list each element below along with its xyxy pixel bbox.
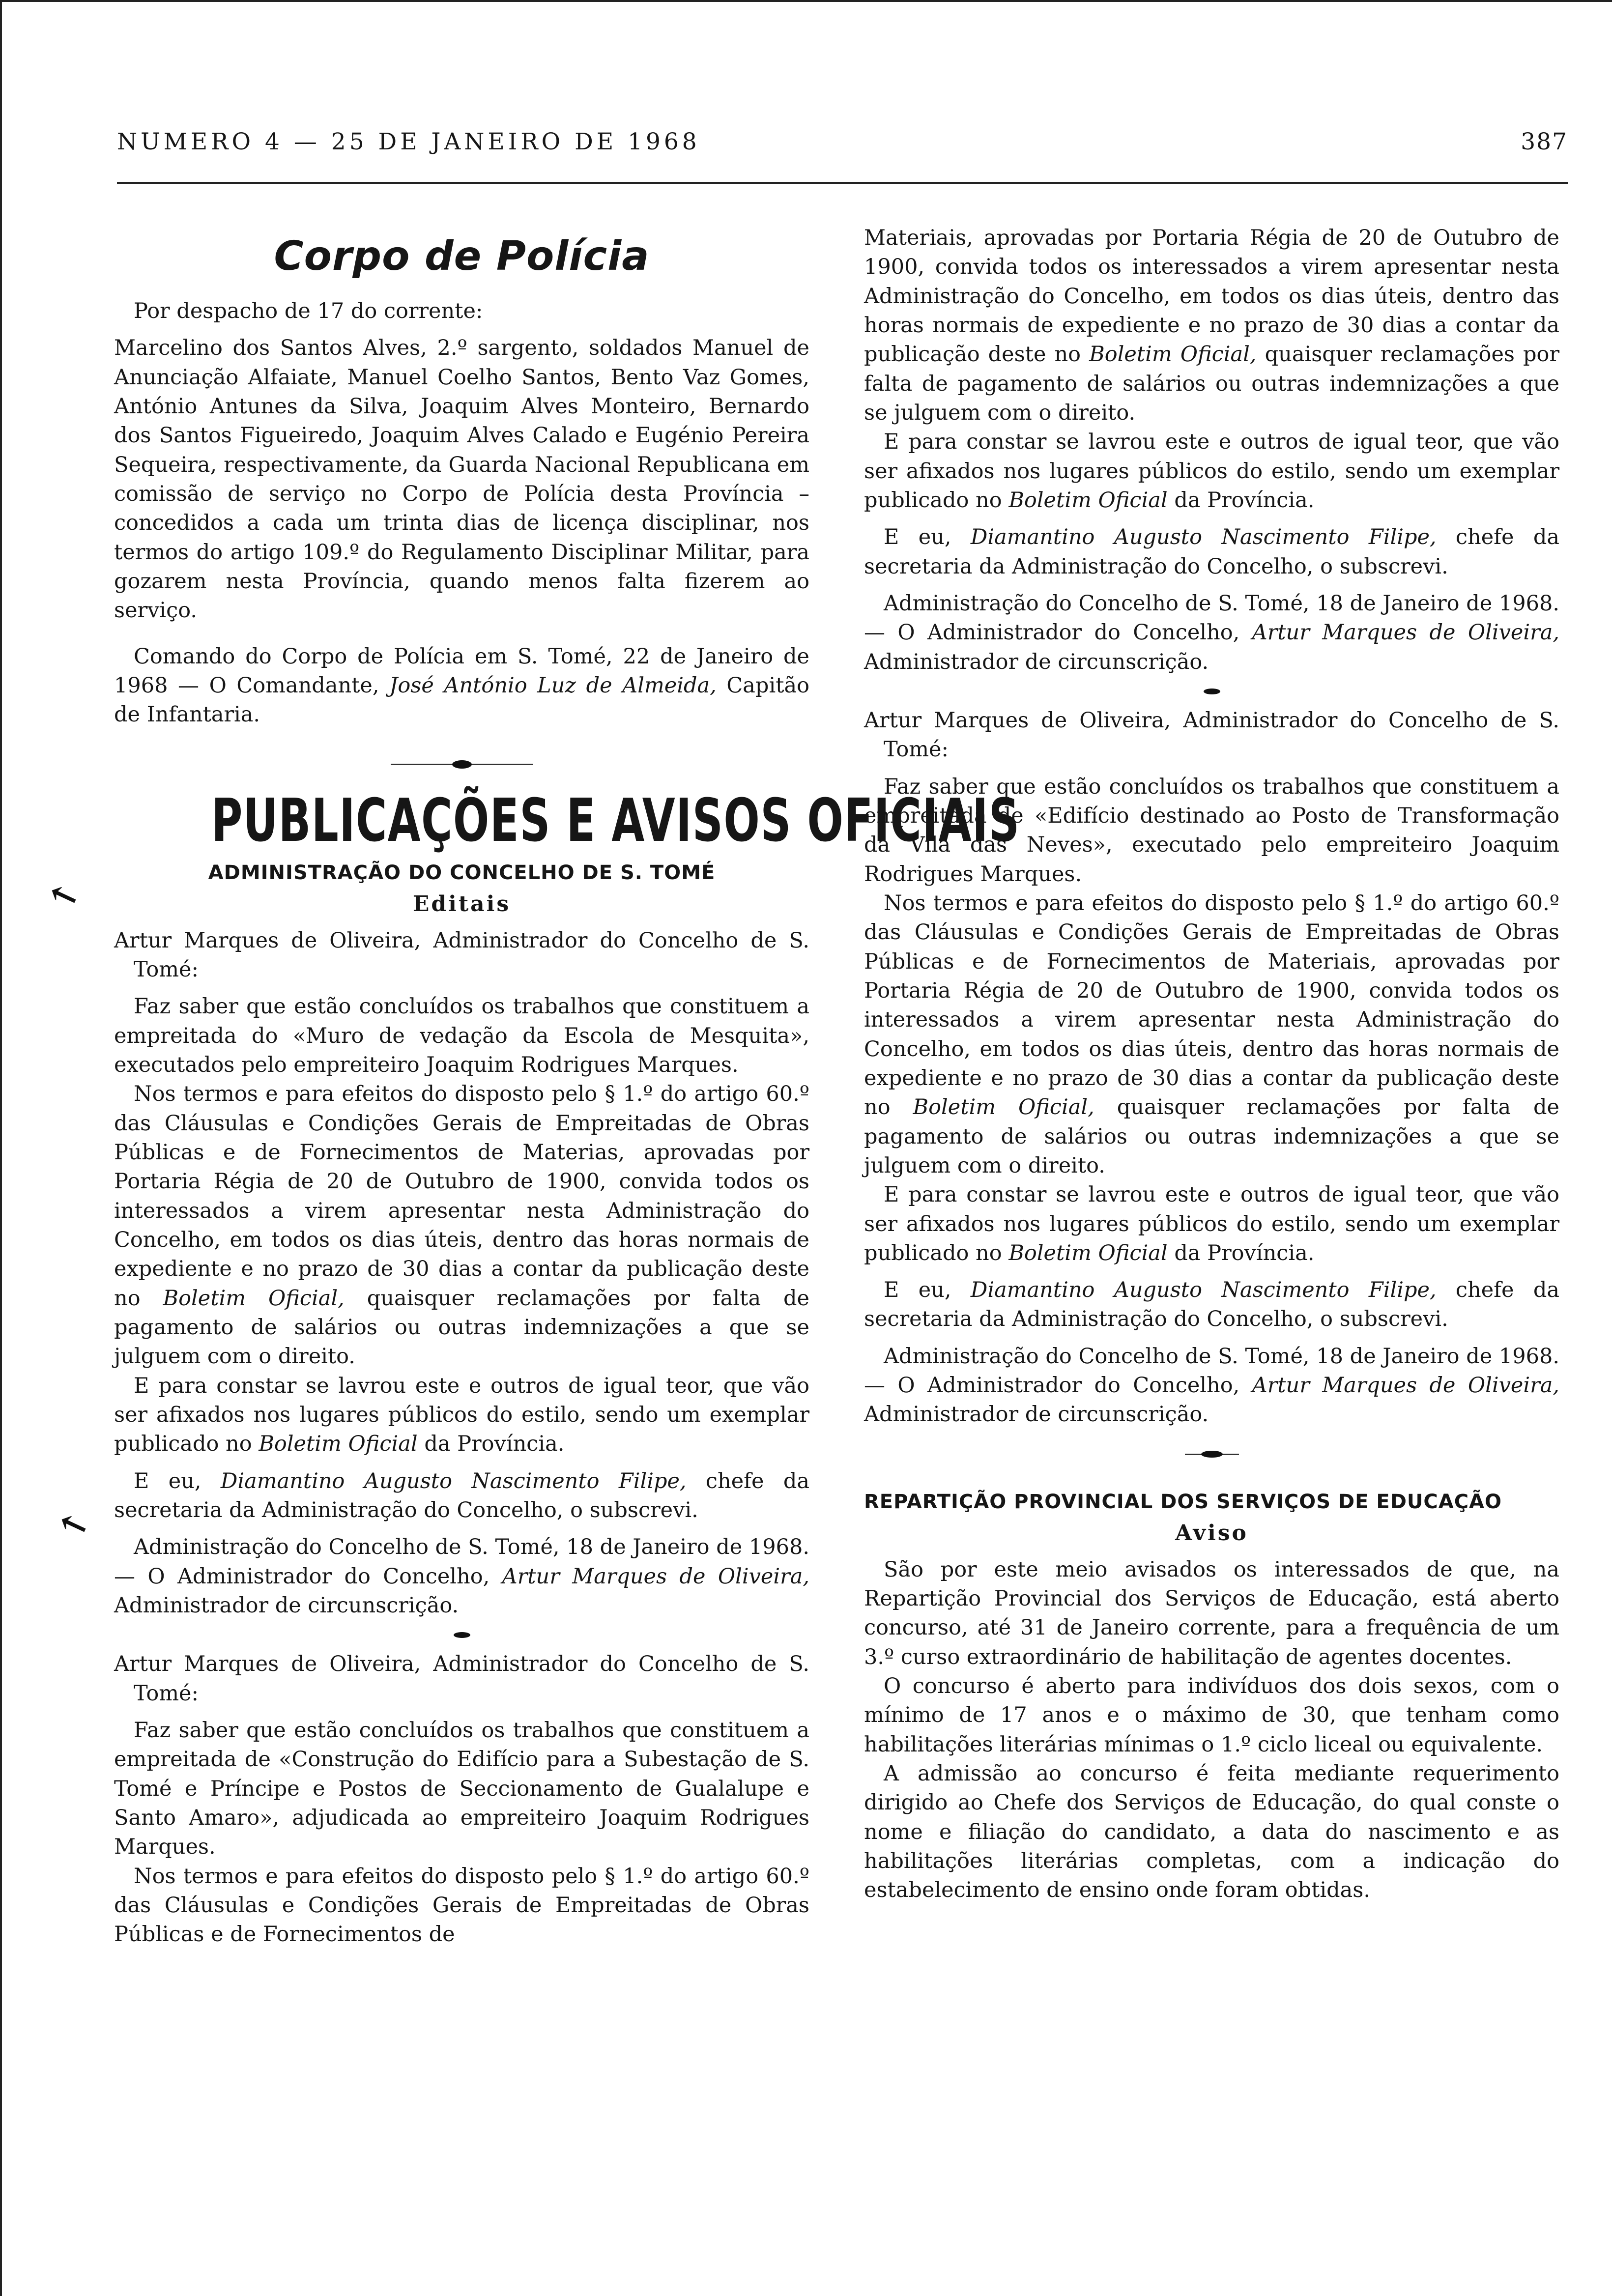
edital-2-heading: Artur Marques de Oliveira, Administrador do Concelho de S. Tomé: [114,1652,809,1706]
edital-divider [864,677,1559,706]
section-divider [114,749,809,779]
edital-3-p1: Faz saber que estão concluídos os trabalhos que constituem a empreitada de «Edifício destinado ao Posto de Transformação da Vila das Neves», executado pelo empreiteiro Joaquim Rodrigues Marques. [864,774,1559,887]
edital-1-p2: Nos termos e para efeitos do disposto pelo § 1.º do artigo 60.º das Cláusulas e Condições Gerais de Empreitadas de Obras Públicas e de Fornecimentos de Materias, aprovadas por Portaria Régia de 20 de Outubro de 1900, convida todos os interessados a virem apresentar nesta Administração do Concelho, em todos os dias úteis, dentro das horas normais de expediente e no prazo de 30 dias a contar da publicação deste no Boletim Oficial, quaisquer reclamações por falta de pagamento de salários ou outras indemnizações a que se julguem com o direito. [114,1082,809,1369]
edital-3-p2: Nos termos e para efeitos do disposto pelo § 1.º do artigo 60.º das Cláusulas e Condições Gerais de Empreitadas de Obras Públicas e de Fornecimentos de Materiais, aprovadas por Portaria Régia de 20 de Outubro de 1900, convida todos os interessados a virem apresentar nesta Administração do Concelho, em todos os dias úteis, dentro das horas normais de expediente e no prazo de 30 dias a contar da publicação deste no Boletim Oficial, quaisquer reclamações por falta de pagamento de salários ou outras indemnizações a que se julguem com o direito. [864,890,1559,1178]
edital-1-p3: E para constar se lavrou este e outros de igual teor, que vão ser afixados nos lugares públicos do estilo, sendo um exemplar publicado no Boletim Oficial da Província. [114,1373,809,1457]
policia-signoff: Comando do Corpo de Polícia em S. Tomé, 22 de Janeiro de 1968 — O Comandante, José António Luz de Almeida, Capitão de Infantaria. [114,644,809,727]
editais-label: Editais [412,891,511,917]
edital-3-p4: E eu, Diamantino Augusto Nascimento Filipe, chefe da secretaria da Administração do Concelho, o subscrevi. [864,1278,1559,1332]
page-frame-top [0,0,1612,2]
edital-2-p4: E eu, Diamantino Augusto Nascimento Filipe, chefe da secretaria da Administração do Concelho, o subscrevi. [864,525,1559,579]
edital-2-p2-start: Nos termos e para efeitos do disposto pelo § 1.º do artigo 60.º das Cláusulas e Condições Gerais de Empreitadas de Obras Públicas e de Fornecimentos de [114,1864,809,1947]
aviso-label: Aviso [1175,1520,1248,1546]
edital-2-p1: Faz saber que estão concluídos os trabalhos que constituem a empreitada de «Construção do Edifício para a Subestação de S. Tomé e Príncipe e Postos de Seccionamento de Gualalupe e Santo Amaro», adjudicada ao empreiteiro Joaquim Rodrigues Marques. [114,1718,809,1860]
edital-1-p4: E eu, Diamantino Augusto Nascimento Filipe, chefe da secretaria da Administração do Concelho, o subscrevi. [114,1468,809,1522]
educacao-p1: São por este meio avisados os interessados de que, na Repartição Provincial dos Serviços de Educação, está aberto concurso, até 31 de Janeiro corrente, para a frequência de um 3.º curso extraordinário de habilitação de agentes docentes. [864,1557,1559,1669]
edital-1-p1: Faz saber que estão concluídos os trabalhos que constituem a empreitada do «Muro de vedação da Escola de Mesquita», executados pelo empreiteiro Joaquim Rodrigues Marques. [114,994,809,1077]
section-divider [864,1439,1559,1469]
edital-2-signoff: Administração do Concelho de S. Tomé, 18 de Janeiro de 1968. — O Administrador do Concelho, Artur Marques de Oliveira, Administrador de circunscrição. [864,591,1559,674]
right-column [864,224,1559,2263]
edital-3-heading: Artur Marques de Oliveira, Administrador do Concelho de S. Tomé: [864,708,1559,762]
header-rule [117,182,1568,184]
section-title-policia: Corpo de Polícia [274,233,650,280]
issue-line: NUMERO 4 — 25 DE JANEIRO DE 1968 [117,128,700,155]
edital-1-signoff: Administração do Concelho de S. Tomé, 18 de Janeiro de 1968. — O Administrador do Concelho, Artur Marques de Oliveira, Administrador de circunscrição. [114,1535,809,1618]
section-title-publicacoes: PUBLICAÇÕES E AVISOS OFICIAIS [211,786,1020,855]
running-header [117,130,1568,153]
educacao-p2: O concurso é aberto para indivíduos dos dois sexos, com o mínimo de 17 anos e o máximo de 30, que tenham como habilitações literárias mínimas o 1.º ciclo liceal ou equivalente. [864,1674,1559,1757]
educacao-p3: A admissão ao concurso é feita mediante requerimento dirigido ao Chefe dos Serviços de Educação, do qual conste o nome e filiação do candidato, a data do nascimento e as habilitações literárias completas, com a indicação do estabelecimento de ensino onde foram obtidas. [864,1761,1559,1903]
policia-intro: Por despacho de 17 do corrente: [134,299,483,324]
page-number: 387 [1521,128,1568,155]
edital-divider [114,1620,809,1650]
margin-mark: ↖ [43,871,85,919]
edital-2-p3: E para constar se lavrou este e outros de igual teor, que vão ser afixados nos lugares públicos do estilo, sendo um exemplar publicado no Boletim Oficial da Província. [864,430,1559,513]
margin-mark: ↖ [53,1500,94,1549]
left-column [114,224,1020,2263]
admin-header: ADMINISTRAÇÃO DO CONCELHO DE S. TOMÉ [208,861,716,884]
page-frame-left [0,0,2,2296]
edital-2-p2-cont: Materiais, aprovadas por Portaria Régia de 20 de Outubro de 1900, convida todos os interessados a virem apresentar nesta Administração do Concelho, em todos os dias úteis, dentro das horas normais de expediente e no prazo de 30 dias a contar da publicação deste no Boletim Oficial, quaisquer reclamações por falta de pagamento de salários ou outras indemnizações a que se julguem com o direito. [864,226,1560,425]
policia-body: Marcelino dos Santos Alves, 2.º sargento, soldados Manuel de Anunciação Alfaiate, Manuel Coelho Santos, Bento Vaz Gomes, António Antunes da Silva, Joaquim Alves Monteiro, Bernardo dos Santos Figueiredo, Joaquim Alves Calado e Eugénio Pereira Sequeira, respectivamente, da Guarda Nacional Republicana em comissão de serviço no Corpo de Polícia desta Província – concedidos a cada um trinta dias de licença disciplinar, nos termos do artigo 109.º do Regulamento Disciplinar Militar, para gozarem nesta Província, quando menos falta fizerem ao serviço. [114,336,809,623]
educacao-header: REPARTIÇÃO PROVINCIAL DOS SERVIÇOS DE EDUCAÇÃO [864,1490,1502,1513]
edital-3-signoff: Administração do Concelho de S. Tomé, 18 de Janeiro de 1968. — O Administrador do Concelho, Artur Marques de Oliveira, Administrador de circunscrição. [864,1344,1559,1427]
edital-1-heading: Artur Marques de Oliveira, Administrador do Concelho de S. Tomé: [114,928,809,982]
edital-3-p3: E para constar se lavrou este e outros de igual teor, que vão ser afixados nos lugares públicos do estilo, sendo um exemplar publicado no Boletim Oficial da Província. [864,1182,1559,1265]
